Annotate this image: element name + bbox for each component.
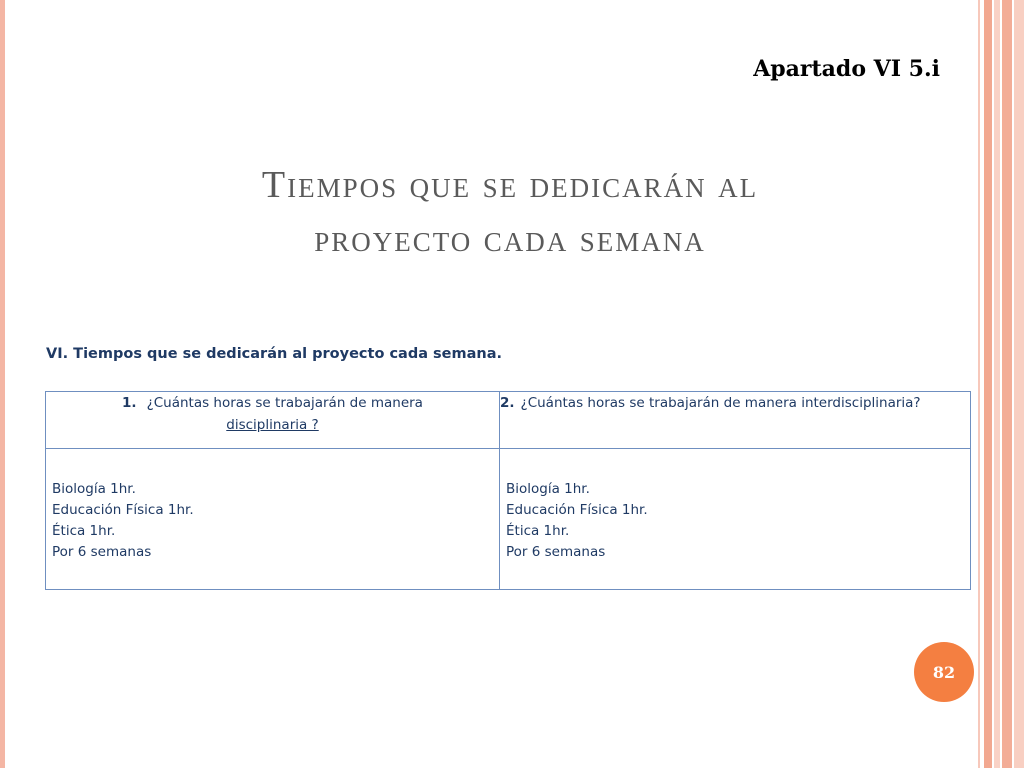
list-item: Educación Física 1hr. [52, 502, 194, 518]
slide-title [40, 158, 980, 266]
question-text: ¿Cuántas horas se trabajarán de manera [146, 395, 423, 411]
right-border-stripe [978, 0, 980, 768]
slide-title-line-1: Tiempos que se dedicarán al [261, 164, 759, 206]
question-disciplinary-cell [46, 392, 500, 449]
right-border-stripe [1002, 0, 1012, 768]
list-item: Ética 1hr. [506, 523, 570, 539]
snippet-heading: VI. Tiempos que se dedicarán al proyecto cada semana. [46, 346, 503, 362]
table-header-row [46, 392, 971, 449]
left-border-stripe [0, 0, 5, 768]
question-text: ¿Cuántas horas se trabajarán de manera interdisciplinaria? [520, 395, 921, 411]
right-border-stripe [984, 0, 992, 768]
page-number: 82 [932, 662, 956, 682]
disciplinary-hours-cell [46, 449, 500, 590]
interdisciplinary-hours-cell [500, 449, 971, 590]
list-item: Biología 1hr. [506, 481, 590, 497]
right-border-stripe [1014, 0, 1024, 768]
list-item: Biología 1hr. [52, 481, 136, 497]
hours-table [45, 391, 971, 590]
list-item: Ética 1hr. [52, 523, 116, 539]
table-row [46, 449, 971, 590]
question-interdisciplinary-cell [500, 392, 971, 449]
list-item: Educación Física 1hr. [506, 502, 648, 518]
right-border-stripe [994, 0, 1000, 768]
section-label: Apartado VI 5.i [753, 56, 940, 82]
page-number-badge [914, 642, 974, 702]
list-item: Por 6 semanas [506, 544, 606, 560]
disciplinary-link[interactable]: disciplinaria ? [226, 417, 319, 433]
question-number: 1. [122, 395, 137, 411]
slide-title-line-2: proyecto cada semana [314, 218, 706, 260]
question-number: 2. [500, 395, 515, 411]
list-item: Por 6 semanas [52, 544, 152, 560]
